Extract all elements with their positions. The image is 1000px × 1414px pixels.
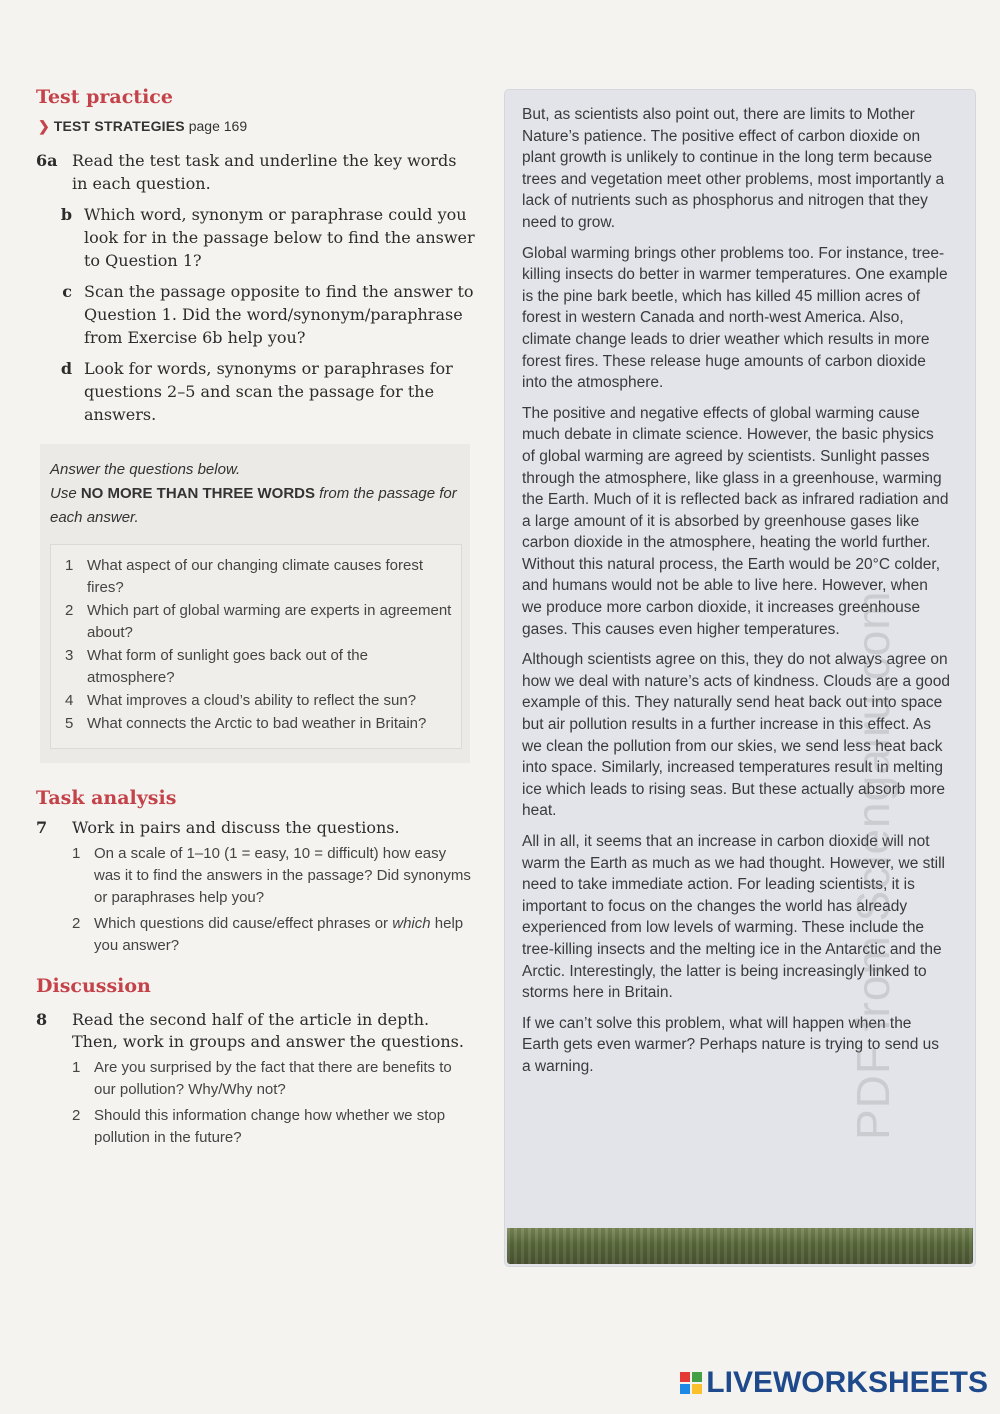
exercise-text: Work in pairs and discuss the questions. bbox=[72, 818, 400, 837]
discussion-question bbox=[72, 1105, 476, 1149]
exercise-number: 7 bbox=[36, 818, 48, 837]
question-text: What improves a cloud’s ability to reflect the sun? bbox=[87, 692, 417, 709]
exercise-6a bbox=[36, 149, 476, 195]
question-text-post: help you answer? bbox=[94, 915, 464, 954]
question-number: 4 bbox=[65, 692, 74, 709]
question-text: What form of sunlight goes back out of the atmosphere? bbox=[87, 647, 368, 686]
question-number: 2 bbox=[72, 915, 81, 932]
instruction-line-1: Answer the questions below. bbox=[50, 461, 241, 478]
exercise-number: 6a bbox=[36, 151, 58, 170]
question-text bbox=[94, 913, 476, 957]
discussion-section bbox=[36, 975, 476, 1149]
exercise-6b bbox=[36, 203, 476, 272]
question-list bbox=[50, 544, 462, 749]
exercise-7 bbox=[36, 817, 476, 839]
article-paragraph: All in all, it seems that an increase in carbon dioxide will not warm the Earth as much as we had thought. However, we still need to take immediate action. For leading scientists, it is important to focus on the changes the world has already experienced from low levels of warming. These include the tree-killing insects and the melting ice in the Antarctic and the Arctic. Interestingly, the latter is being increasingly linked to storms here in Britain. bbox=[522, 833, 946, 1002]
discussion-heading: Discussion bbox=[36, 975, 151, 997]
question-text: Should this information change how whether we stop pollution in the future? bbox=[94, 1107, 446, 1146]
article-paragraph: Global warming brings other problems too. For instance, tree-killing insects do better in warmer temperatures. One example is the pine bark beetle, which has killed 45 million acres of forest in western Canada and north-west America. Also, climate change leads to drier weather which results in more forest fires. These release huge amounts of carbon dioxide into the atmosphere. bbox=[522, 244, 948, 392]
test-practice-heading: Test practice bbox=[36, 86, 173, 108]
question-item bbox=[65, 690, 453, 712]
exercise-text: Look for words, synonyms or paraphrases for questions 2–5 and scan the passage for the answers. bbox=[84, 359, 453, 424]
discussion-question bbox=[72, 913, 476, 957]
exercise-number: b bbox=[60, 205, 72, 224]
article-paragraph: Although scientists agree on this, they do not always agree on how we deal with nature’s acts of kindness. Clouds are a good example of this. They naturally send heat back out into space but air pollution results in a further increase in this effect. As we clean the pollution from our skies, we send less heat back into space. Similarly, increased temperatures result in melting ice which leads to rising seas. But these actually absorb more heat. bbox=[522, 651, 950, 820]
article-paragraph: But, as scientists also point out, there are limits to Mother Nature’s patience. The positive effect of carbon dioxide on plant growth is unlikely to continue in the long term because trees and vegetation meet other problems, most importantly a lack of nutrients such as phosphorus and nitrogen that they need to grow. bbox=[522, 106, 945, 231]
instruction-line-2 bbox=[50, 482, 462, 530]
article-panel bbox=[505, 90, 975, 1266]
logo-square bbox=[692, 1384, 702, 1394]
discussion-question bbox=[72, 843, 476, 909]
question-number: 1 bbox=[72, 1059, 81, 1076]
question-item bbox=[65, 600, 453, 644]
exercise-number: d bbox=[60, 359, 72, 378]
strategies-page: page 169 bbox=[188, 118, 248, 134]
question-text: On a scale of 1–10 (1 = easy, 10 = difficult) how easy was it to find the answers in the passage? Did synonyms or paraphrases help you? bbox=[94, 845, 471, 906]
question-number: 2 bbox=[72, 1107, 81, 1124]
logo-square bbox=[680, 1372, 690, 1382]
exercise-text: Read the second half of the article in depth. Then, work in groups and answer the questions. bbox=[72, 1010, 464, 1051]
question-number: 2 bbox=[65, 602, 74, 619]
logo-square bbox=[692, 1372, 702, 1382]
question-number: 1 bbox=[72, 845, 81, 862]
chevron-right-icon: ❯ bbox=[38, 118, 50, 134]
instruction-post: from the passage for each answer. bbox=[50, 485, 457, 526]
exercise-text: Scan the passage opposite to find the answer to Question 1. Did the word/synonym/paraphrase from Exercise 6b help you? bbox=[84, 282, 474, 347]
test-strategies-reference bbox=[38, 118, 476, 135]
question-text: Which part of global warming are experts in agreement about? bbox=[87, 602, 452, 641]
exercise-6c bbox=[36, 280, 476, 349]
exercise-text: Which word, synonym or paraphrase could you look for in the passage below to find the answer to Question 1? bbox=[84, 205, 475, 270]
question-number: 5 bbox=[65, 715, 74, 732]
exercise-8 bbox=[36, 1009, 476, 1053]
question-item bbox=[65, 645, 453, 689]
forest-photo-strip bbox=[507, 1228, 973, 1264]
question-text: Are you surprised by the fact that there are benefits to our pollution? Why/Why not? bbox=[94, 1059, 452, 1098]
logo-square bbox=[680, 1384, 690, 1394]
question-text: What aspect of our changing climate causes forest fires? bbox=[87, 557, 424, 596]
article-text bbox=[522, 104, 950, 1087]
logo-squares-icon bbox=[680, 1372, 702, 1394]
exercise-number: c bbox=[62, 282, 72, 301]
question-text-italic: which bbox=[392, 915, 431, 932]
article-paragraph: If we can’t solve this problem, what will happen when the Earth gets even warmer? Perhaps nature is trying to send us a warning. bbox=[522, 1014, 939, 1075]
question-number: 3 bbox=[65, 647, 74, 664]
question-item bbox=[65, 555, 453, 599]
logo-text: LIVEWORKSHEETS bbox=[706, 1366, 988, 1399]
exercise-6d bbox=[36, 357, 476, 426]
question-text: What connects the Arctic to bad weather in Britain? bbox=[87, 715, 427, 732]
liveworksheets-logo[interactable] bbox=[680, 1366, 988, 1400]
question-text-pre: Which questions did cause/effect phrases or bbox=[94, 915, 393, 932]
task-analysis-heading: Task analysis bbox=[36, 787, 177, 809]
left-column bbox=[36, 86, 476, 1149]
test-task-box bbox=[40, 444, 470, 763]
watermark: PDF from Sciengairu.com bbox=[847, 590, 899, 1140]
question-number: 1 bbox=[65, 557, 74, 574]
strategies-label: TEST STRATEGIES bbox=[53, 118, 185, 134]
discussion-question bbox=[72, 1057, 476, 1101]
exercise-text: Read the test task and underline the key words in each question. bbox=[72, 151, 457, 193]
task-analysis-section bbox=[36, 787, 476, 957]
instruction-pre: Use bbox=[50, 485, 81, 502]
question-item bbox=[65, 713, 453, 735]
article-paragraph: The positive and negative effects of global warming cause much debate in climate science. However, the basic physics of global warming are agreed by scientists. Sunlight passes through the atmosphere, like glass in a greenhouse, warming the Earth. Much of it is reflected back as infrared radiation and a large amount of it is absorbed by greenhouse gases like carbon dioxide in the atmosphere, heating the world further. Without this natural process, the Earth would be 20°C colder, and humans would not be able to live here. However, when we produce more carbon dioxide, it increases greenhouse gases. This causes even higher temperatures. bbox=[522, 404, 949, 638]
instruction-bold: NO MORE THAN THREE WORDS bbox=[80, 485, 316, 502]
exercise-number: 8 bbox=[36, 1010, 48, 1029]
